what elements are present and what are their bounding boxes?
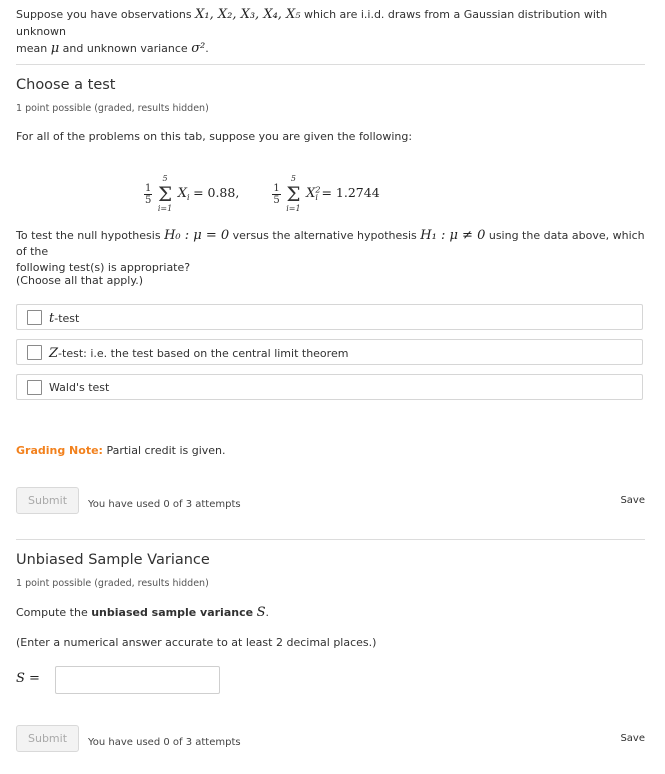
sample-mean-value: = 0.88,	[193, 185, 240, 200]
save-button[interactable]: Save	[620, 495, 645, 506]
answer-label: S =	[16, 671, 40, 686]
option-label	[49, 311, 79, 326]
fraction-numerator: 1	[145, 182, 152, 194]
divider	[16, 539, 645, 540]
alternative-hypothesis: H₁ : μ ≠ 0	[420, 228, 486, 243]
grading-note-text: Partial credit is given.	[106, 444, 226, 457]
question-part: versus the alternative hypothesis	[232, 229, 417, 242]
grading-note-label: Grading Note:	[16, 444, 103, 457]
observation-variables: X₁, X₂, X₃, X₄, X₅	[195, 7, 301, 22]
sum-term-sup: 2	[315, 185, 321, 195]
intro-part: Suppose you have observations	[16, 8, 192, 21]
fraction	[144, 183, 152, 206]
mu-symbol: μ	[50, 41, 60, 56]
checkbox[interactable]	[27, 310, 42, 325]
attempts-text: You have used 0 of 3 attempts	[88, 499, 241, 510]
variance-input[interactable]	[55, 666, 220, 694]
grading-note	[16, 444, 226, 457]
problem-title: Unbiased Sample Variance	[16, 552, 210, 568]
attempts-text: You have used 0 of 3 attempts	[88, 737, 241, 748]
sample-second-moment-value: = 1.2744	[321, 185, 380, 200]
given-formula	[144, 174, 380, 214]
problem-meta: 1 point possible (graded, results hidden)	[16, 578, 209, 589]
intro-text	[16, 6, 646, 57]
submit-button[interactable]: Submit	[16, 487, 79, 514]
question-part: To test the null hypothesis	[16, 229, 161, 242]
sum-lower: i=1	[157, 204, 173, 213]
fraction-numerator: 1	[273, 182, 280, 194]
intro-part: .	[205, 42, 209, 55]
option-label	[49, 346, 348, 361]
checkbox[interactable]	[27, 380, 42, 395]
problem-meta: 1 point possible (graded, results hidden)	[16, 103, 209, 114]
option-wald-test[interactable]	[16, 374, 643, 400]
sum-term: X	[306, 186, 316, 201]
problem-title: Choose a test	[16, 77, 116, 93]
fraction	[272, 183, 280, 206]
sum-upper: 5	[162, 174, 168, 183]
fraction-denominator: 5	[273, 194, 280, 206]
given-text: For all of the problems on this tab, suppose you are given the following:	[16, 130, 413, 143]
divider	[16, 64, 645, 65]
sum-upper: 5	[290, 174, 296, 183]
submit-button[interactable]: Submit	[16, 725, 79, 752]
intro-part: mean	[16, 42, 48, 55]
null-hypothesis: H₀ : μ = 0	[164, 228, 230, 243]
compute-part: .	[265, 606, 269, 619]
variance-variable: S	[256, 605, 266, 620]
intro-part: which are i.i.d. draws from a Gaussian distribution with unknown	[16, 8, 608, 38]
precision-instructions: (Enter a numerical answer accurate to at least 2 decimal places.)	[16, 636, 377, 649]
sigma-symbol: Σ	[286, 182, 301, 206]
summation	[158, 174, 172, 214]
option-t-test[interactable]	[16, 304, 643, 330]
variance-symbol: σ²	[191, 41, 206, 56]
option-text: -test	[54, 312, 80, 325]
option-math: Z	[49, 346, 59, 361]
summation	[286, 174, 300, 214]
question-text	[16, 228, 646, 276]
sum-lower: i=1	[286, 204, 301, 213]
choose-all-hint: (Choose all that apply.)	[16, 274, 144, 287]
option-label: Wald's test	[49, 381, 110, 394]
option-text: -test: i.e. the test based on the central limit theorem	[58, 347, 349, 360]
option-z-test[interactable]	[16, 339, 643, 365]
sum-term: X	[177, 186, 187, 201]
compute-text	[16, 605, 269, 620]
compute-part: Compute the	[16, 606, 88, 619]
intro-part: and unknown variance	[62, 42, 188, 55]
question-part: following test(s) is appropriate?	[16, 261, 191, 274]
option-math: t	[49, 311, 55, 326]
sum-term-sub: i	[315, 193, 318, 203]
sum-term-sub: i	[187, 193, 190, 203]
save-button[interactable]: Save	[620, 733, 645, 744]
sigma-symbol: Σ	[157, 182, 173, 206]
compute-emphasis: unbiased sample variance	[91, 606, 254, 619]
fraction-denominator: 5	[145, 194, 152, 206]
checkbox[interactable]	[27, 345, 42, 360]
question-part: using the data above, which of the	[16, 229, 645, 258]
